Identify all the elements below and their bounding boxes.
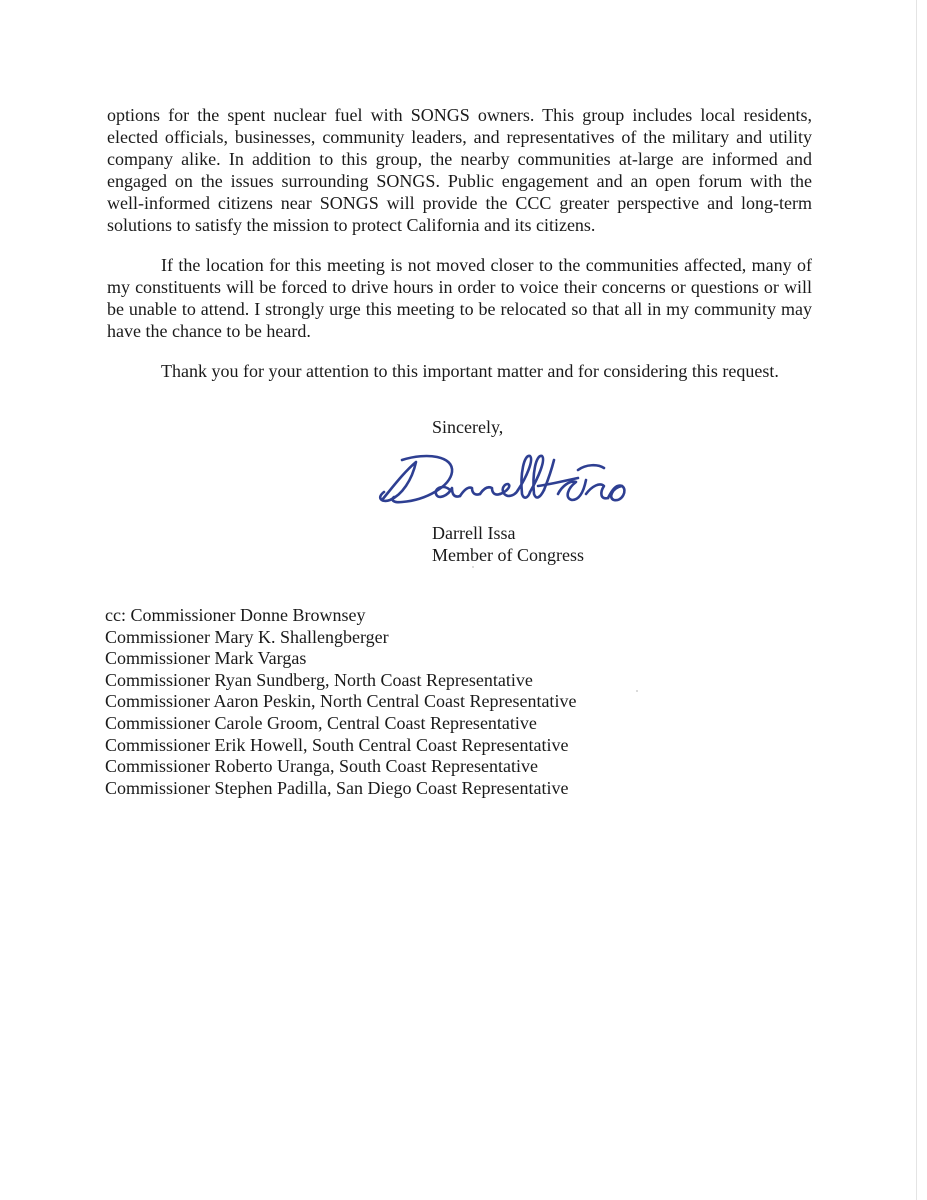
closing-salutation: Sincerely, bbox=[432, 417, 504, 437]
scan-page-edge bbox=[916, 0, 917, 1200]
cc-recipient: Commissioner Roberto Uranga, South Coast Representative bbox=[105, 756, 538, 777]
paragraph-line: well-informed citizens near SONGS will provide the CCC greater perspective and long-term bbox=[107, 193, 812, 213]
signer-title: Member of Congress bbox=[432, 545, 584, 565]
cc-recipient: cc: Commissioner Donne Brownsey bbox=[105, 605, 366, 625]
paragraph-line: have the chance to be heard. bbox=[107, 321, 311, 341]
scan-speck bbox=[472, 566, 474, 568]
cc-list bbox=[105, 605, 576, 799]
paragraph-meeting-location bbox=[107, 254, 812, 342]
paragraph-continuation bbox=[107, 104, 812, 236]
paragraph-line: be unable to attend. I strongly urge this meeting to be relocated so that all in my community may bbox=[107, 299, 812, 319]
cc-recipient: Commissioner Ryan Sundberg, North Coast Representative bbox=[105, 669, 533, 690]
paragraph-line: my constituents will be forced to drive hours in order to voice their concerns or questions or will bbox=[107, 277, 812, 297]
paragraph-line: solutions to satisfy the mission to protect California and its citizens. bbox=[107, 215, 596, 235]
paragraph-thank-you bbox=[107, 360, 812, 382]
paragraph-line: If the location for this meeting is not moved closer to the communities affected, many of bbox=[161, 255, 812, 275]
paragraph-line: engaged on the issues surrounding SONGS. Public engagement and an open forum with the bbox=[107, 171, 812, 191]
paragraph-line: options for the spent nuclear fuel with SONGS owners. This group includes local residents, bbox=[107, 105, 812, 125]
cc-recipient: Commissioner Erik Howell, South Central Coast Representative bbox=[105, 734, 569, 755]
paragraph-line: Thank you for your attention to this important matter and for considering this request. bbox=[161, 361, 779, 381]
scan-speck bbox=[636, 690, 638, 692]
signer-name: Darrell Issa bbox=[432, 523, 516, 543]
paragraph-line: elected officials, businesses, community leaders, and representatives of the military and utility bbox=[107, 127, 812, 147]
handwritten-signature bbox=[372, 450, 630, 510]
cc-recipient: Commissioner Mark Vargas bbox=[105, 648, 307, 669]
cc-recipient: Commissioner Stephen Padilla, San Diego Coast Representative bbox=[105, 777, 569, 798]
cc-recipient: Commissioner Carole Groom, Central Coast Representative bbox=[105, 712, 537, 733]
paragraph-line: company alike. In addition to this group, the nearby communities at-large are informed and bbox=[107, 149, 812, 169]
cc-recipient: Commissioner Aaron Peskin, North Central Coast Representative bbox=[105, 691, 577, 712]
cc-recipient: Commissioner Mary K. Shallengberger bbox=[105, 626, 389, 647]
